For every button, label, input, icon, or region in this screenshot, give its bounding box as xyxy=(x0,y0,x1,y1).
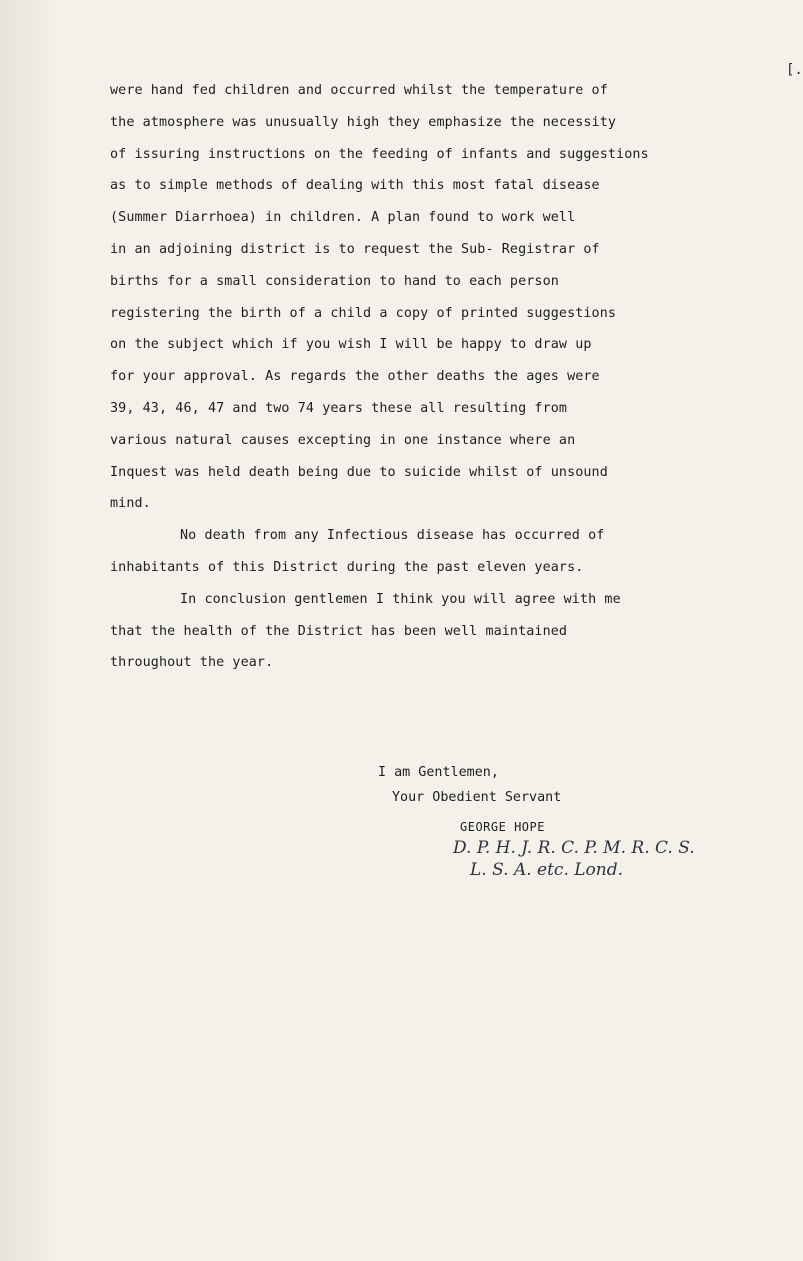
body-line: of issuring instructions on the feeding of infants and suggestions xyxy=(110,146,649,162)
body-line: registering the birth of a child a copy of printed suggestions xyxy=(110,305,617,321)
page-number: [. xyxy=(786,62,803,78)
handwritten-qualifications-2: L. S. A. etc. Lond. xyxy=(470,860,624,880)
body-line: the atmosphere was unusually high they emphasize the necessity xyxy=(110,114,617,130)
body-line: (Summer Diarrhoea) in children. A plan found to work well xyxy=(110,210,576,226)
body-line: various natural causes excepting in one instance where an xyxy=(110,432,576,448)
valediction: Your Obedient Servant xyxy=(392,790,562,805)
paragraph-3-line: throughout the year. xyxy=(110,655,274,671)
paragraph-2-line: No death from any Infectious disease has occurred of xyxy=(180,528,605,544)
letter-body xyxy=(110,75,798,679)
body-line: Inquest was held death being due to suicide whilst of unsound xyxy=(110,464,608,480)
paragraph-3-line: In conclusion gentlemen I think you will agree with me xyxy=(180,591,621,607)
salutation: I am Gentlemen, xyxy=(378,765,499,780)
body-line: in an adjoining district is to request the Sub- Registrar of xyxy=(110,241,600,257)
body-line: mind. xyxy=(110,496,151,512)
handwritten-qualifications: D. P. H. J. R. C. P. M. R. C. S. xyxy=(453,838,695,858)
body-line: as to simple methods of dealing with this most fatal disease xyxy=(110,178,600,194)
signatory-name: GEORGE HOPE xyxy=(460,820,545,834)
body-line: were hand fed children and occurred whilst the temperature of xyxy=(110,83,608,98)
body-line: for your approval. As regards the other deaths the ages were xyxy=(110,369,600,385)
paragraph-2-line: inhabitants of this District during the past eleven years. xyxy=(110,559,584,575)
page-shadow xyxy=(0,0,60,1261)
body-line: on the subject which if you wish I will be happy to draw up xyxy=(110,337,592,353)
paragraph-3-line: that the health of the District has been well maintained xyxy=(110,623,568,639)
body-line: 39, 43, 46, 47 and two 74 years these all resulting from xyxy=(110,400,568,416)
body-line: births for a small consideration to hand to each person xyxy=(110,273,559,289)
